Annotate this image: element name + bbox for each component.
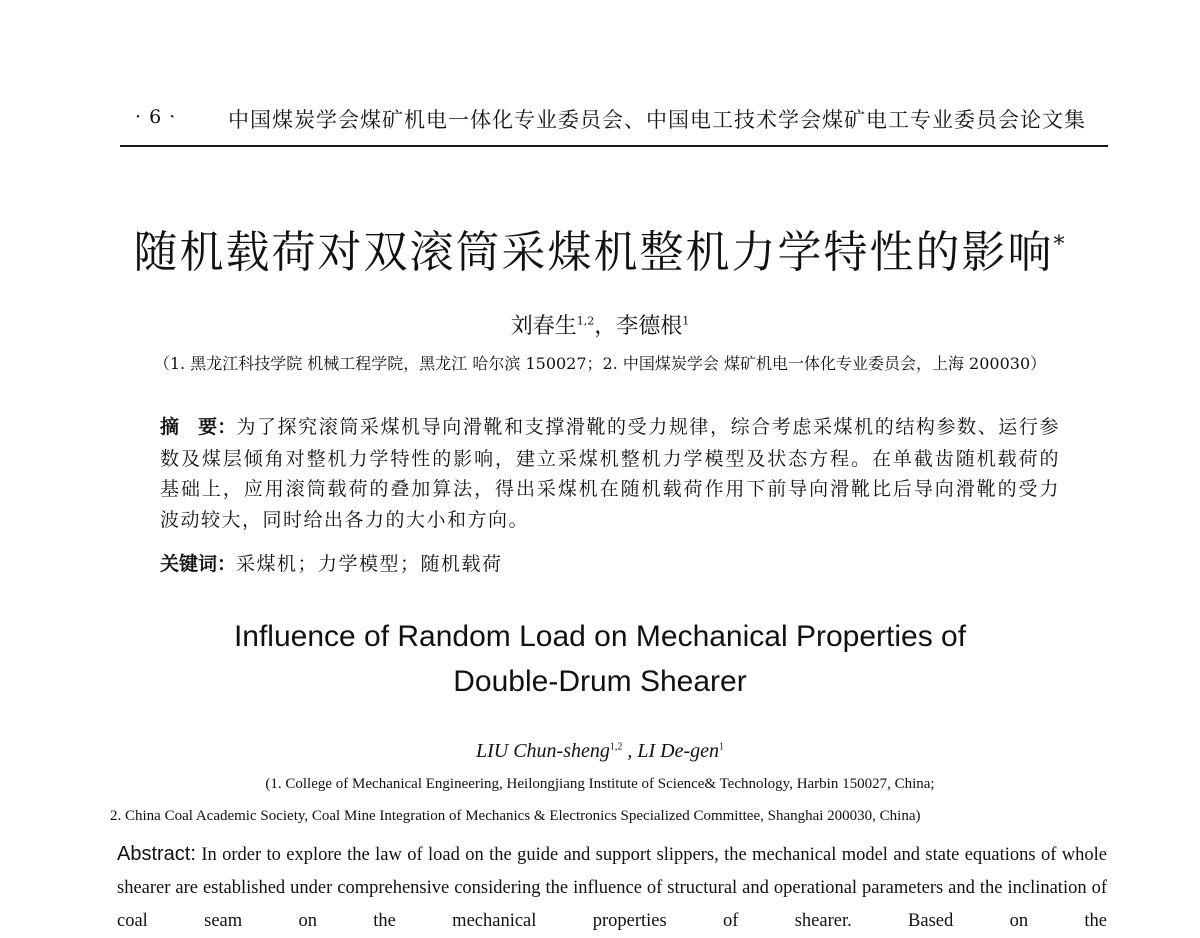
author-1-cn: 刘春生 bbox=[510, 314, 577, 339]
author-1-en: LIU Chun-sheng bbox=[475, 740, 610, 762]
chinese-affiliation: （1. 黑龙江科技学院 机械工程学院，黑龙江 哈尔滨 150027；2. 中国煤炭学会 煤矿机电一体化专业委员会，上海 200030） bbox=[153, 354, 1047, 373]
running-header-title: 中国煤炭学会煤矿机电一体化专业委员会、中国电工技术学会煤矿电工专业委员会论文集 bbox=[228, 108, 1086, 132]
author-1-en-sup: 1,2 bbox=[609, 741, 623, 753]
english-affiliation-line-2: 2. China Coal Academic Society, Coal Mine Integration of Mechanics & Electronics Specialized Committee, Shanghai 200030, China) bbox=[110, 808, 921, 824]
page-number: · 6 · bbox=[135, 106, 177, 128]
author-2-cn-sup: 1 bbox=[682, 314, 690, 328]
english-authors bbox=[0, 740, 1200, 763]
chinese-abstract bbox=[160, 412, 1060, 535]
english-abstract-label: Abstract: bbox=[117, 843, 196, 865]
chinese-title bbox=[0, 216, 1200, 280]
chinese-keywords-label: 关键词： bbox=[160, 554, 237, 575]
english-affiliation-line-1: (1. College of Mechanical Engineering, Heilongjiang Institute of Science& Technology, Harbin 150027, China; bbox=[265, 776, 935, 792]
english-abstract-text: In order to explore the law of load on the guide and support slippers, the mechanical model and state equations of whole shearer are established under comprehensive considering the influence of structural and operational parameters and the inclination of coal seam on the mechanical properties of shearer. Based on the bbox=[117, 845, 1107, 931]
author-2-en-sup: 1 bbox=[719, 741, 725, 753]
chinese-keywords bbox=[160, 549, 503, 576]
chinese-keywords-text: 采煤机；力学模型；随机载荷 bbox=[236, 553, 503, 575]
chinese-abstract-label: 摘 要： bbox=[160, 417, 237, 438]
header-rule bbox=[120, 145, 1108, 147]
chinese-abstract-text: 为了探究滚筒采煤机导向滑靴和支撑滑靴的受力规律，综合考虑采煤机的结构参数、运行参数及煤层倾角对整机力学特性的影响，建立采煤机整机力学模型及状态方程。在单截齿随机载荷的基础上，应用滚筒载荷的叠加算法，得出采煤机在随机载荷作用下前导向滑靴比后导向滑靴的受力波动较大，同时给出各力的大小和方向。 bbox=[160, 416, 1060, 531]
english-abstract bbox=[117, 838, 1107, 938]
author-separator-en: , bbox=[622, 740, 638, 762]
chinese-title-text: 随机载荷对双滚筒采煤机整机力学特性的影响 bbox=[133, 227, 1054, 278]
author-separator-cn: ， bbox=[594, 314, 617, 339]
english-title-line-1: Influence of Random Load on Mechanical Properties of bbox=[233, 620, 967, 653]
author-2-cn: 李德根 bbox=[616, 314, 683, 339]
english-title-line-2: Double-Drum Shearer bbox=[453, 665, 747, 698]
title-footnote-mark: * bbox=[1053, 232, 1067, 258]
author-2-en: LI De-gen bbox=[637, 740, 720, 762]
author-1-cn-sup: 1,2 bbox=[576, 314, 595, 328]
chinese-authors bbox=[0, 309, 1200, 340]
